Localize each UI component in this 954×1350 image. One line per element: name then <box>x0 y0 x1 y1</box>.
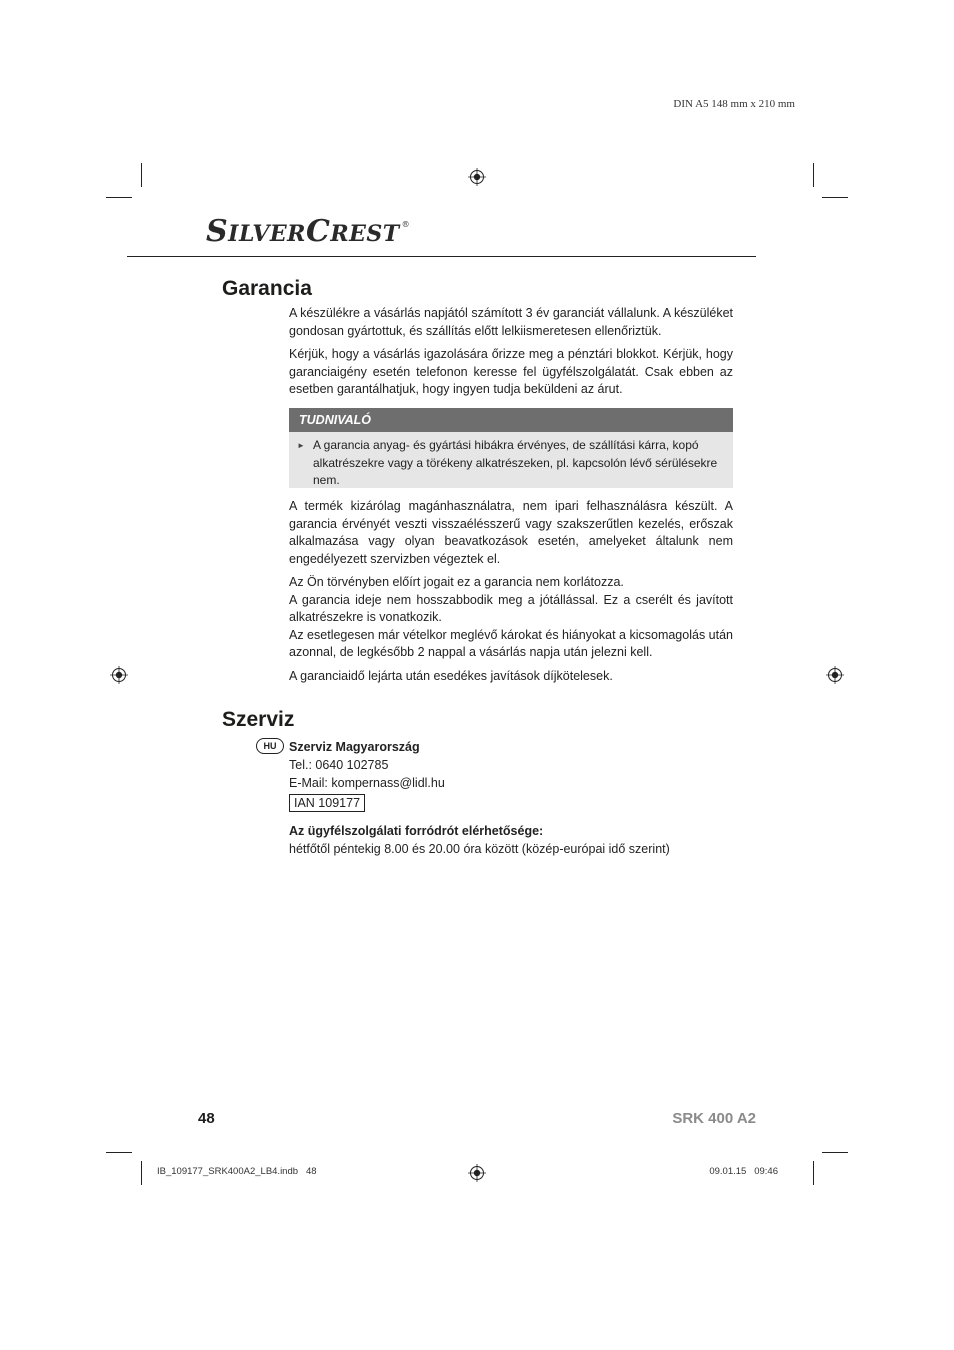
paragraph: A garancia ideje nem hosszabbodik meg a jótállással. Ez a cserélt és javított alkatrészekre is vonatkozik. <box>289 592 733 624</box>
note-title: TUDNIVALÓ <box>289 408 733 432</box>
registration-mark-icon <box>468 168 486 186</box>
model-number: SRK 400 A2 <box>672 1110 756 1127</box>
registration-mark-icon <box>110 666 128 684</box>
crop-mark <box>822 1152 848 1153</box>
paragraph: A készülékre a vásárlás napjától számított 3 év garanciát vállalunk. A készüléket gondosan gyártottuk, és szállítás előtt lelkiismeretesen ellenőriztük. <box>289 306 733 338</box>
crop-mark <box>813 163 814 187</box>
crop-mark <box>813 1161 814 1185</box>
registration-mark-icon <box>826 666 844 684</box>
crop-mark <box>141 163 142 187</box>
header-rule <box>127 256 756 257</box>
hotline-hours: hétfőtől péntekig 8.00 és 20.00 óra között (közép-európai idő szerint) <box>289 842 670 856</box>
hotline-title: Az ügyfélszolgálati forródrót elérhetősége: <box>289 824 544 838</box>
country-badge: HU <box>256 738 284 754</box>
date-slug: 09.01.15 09:46 <box>709 1166 778 1177</box>
file-slug: IB_109177_SRK400A2_LB4.indb 48 <box>157 1166 317 1177</box>
service-name: Szerviz Magyarország <box>289 740 420 754</box>
paragraph: A garanciaidő lejárta után esedékes javítások díjkötelesek. <box>289 668 613 683</box>
crop-mark <box>106 1152 132 1153</box>
page-number: 48 <box>198 1110 215 1127</box>
szerviz-heading: Szerviz <box>222 708 295 731</box>
arrow-bullet-icon: ► <box>297 441 305 450</box>
garancia-intro <box>289 305 733 405</box>
format-label: DIN A5 148 mm x 210 mm <box>673 98 795 110</box>
service-phone: Tel.: 0640 102785 <box>289 758 389 772</box>
registration-mark-icon <box>468 1164 486 1182</box>
garancia-details <box>289 498 733 691</box>
note-body <box>289 432 733 490</box>
service-email: E-Mail: kompernass@lidl.hu <box>289 776 445 790</box>
crop-mark <box>106 197 132 198</box>
garancia-heading: Garancia <box>222 277 312 300</box>
note-text: A garancia anyag- és gyártási hibákra érvényes, de szállítási kárra, kopó alkatrészekre vagy a törékeny alkatrészeken, pl. kapcsolón lévő sérülésekre nem. <box>313 438 718 487</box>
crop-mark <box>141 1161 142 1185</box>
ian-box: IAN 109177 <box>289 794 365 812</box>
paragraph: Kérjük, hogy a vásárlás igazolására őrizze meg a pénztári blokkot. Kérjük, hogy garanciaigény esetén telefonon keresse fel ügyfélszolgálatát. Csak ebben az esetben garantálhatjuk, hogy ingyen tudja beküldeni az árut. <box>289 347 733 396</box>
crop-mark <box>822 197 848 198</box>
note-box <box>289 408 733 488</box>
paragraph: Az esetlegesen már vételkor meglévő károkat és hiányokat a kicsomagolás után azonnal, de legkésőbb 2 nappal a vásárlás napja után jelezni kell. <box>289 627 733 659</box>
paragraph: A termék kizárólag magánhasználatra, nem ipari felhasználásra készült. A garancia érvényét veszti visszaélésszerű vagy szakszerűtlen kezelés, erőszak alkalmazása vagy olyan beavatkozások esetén, amelyeket általunk nem engedélyezett szervizben végeztek el. <box>289 499 733 566</box>
service-info <box>289 738 670 858</box>
silvercrest-logo: SILVERCREST ® <box>206 214 411 249</box>
paragraph: Az Ön törvényben előírt jogait ez a garancia nem korlátozza. <box>289 575 624 589</box>
